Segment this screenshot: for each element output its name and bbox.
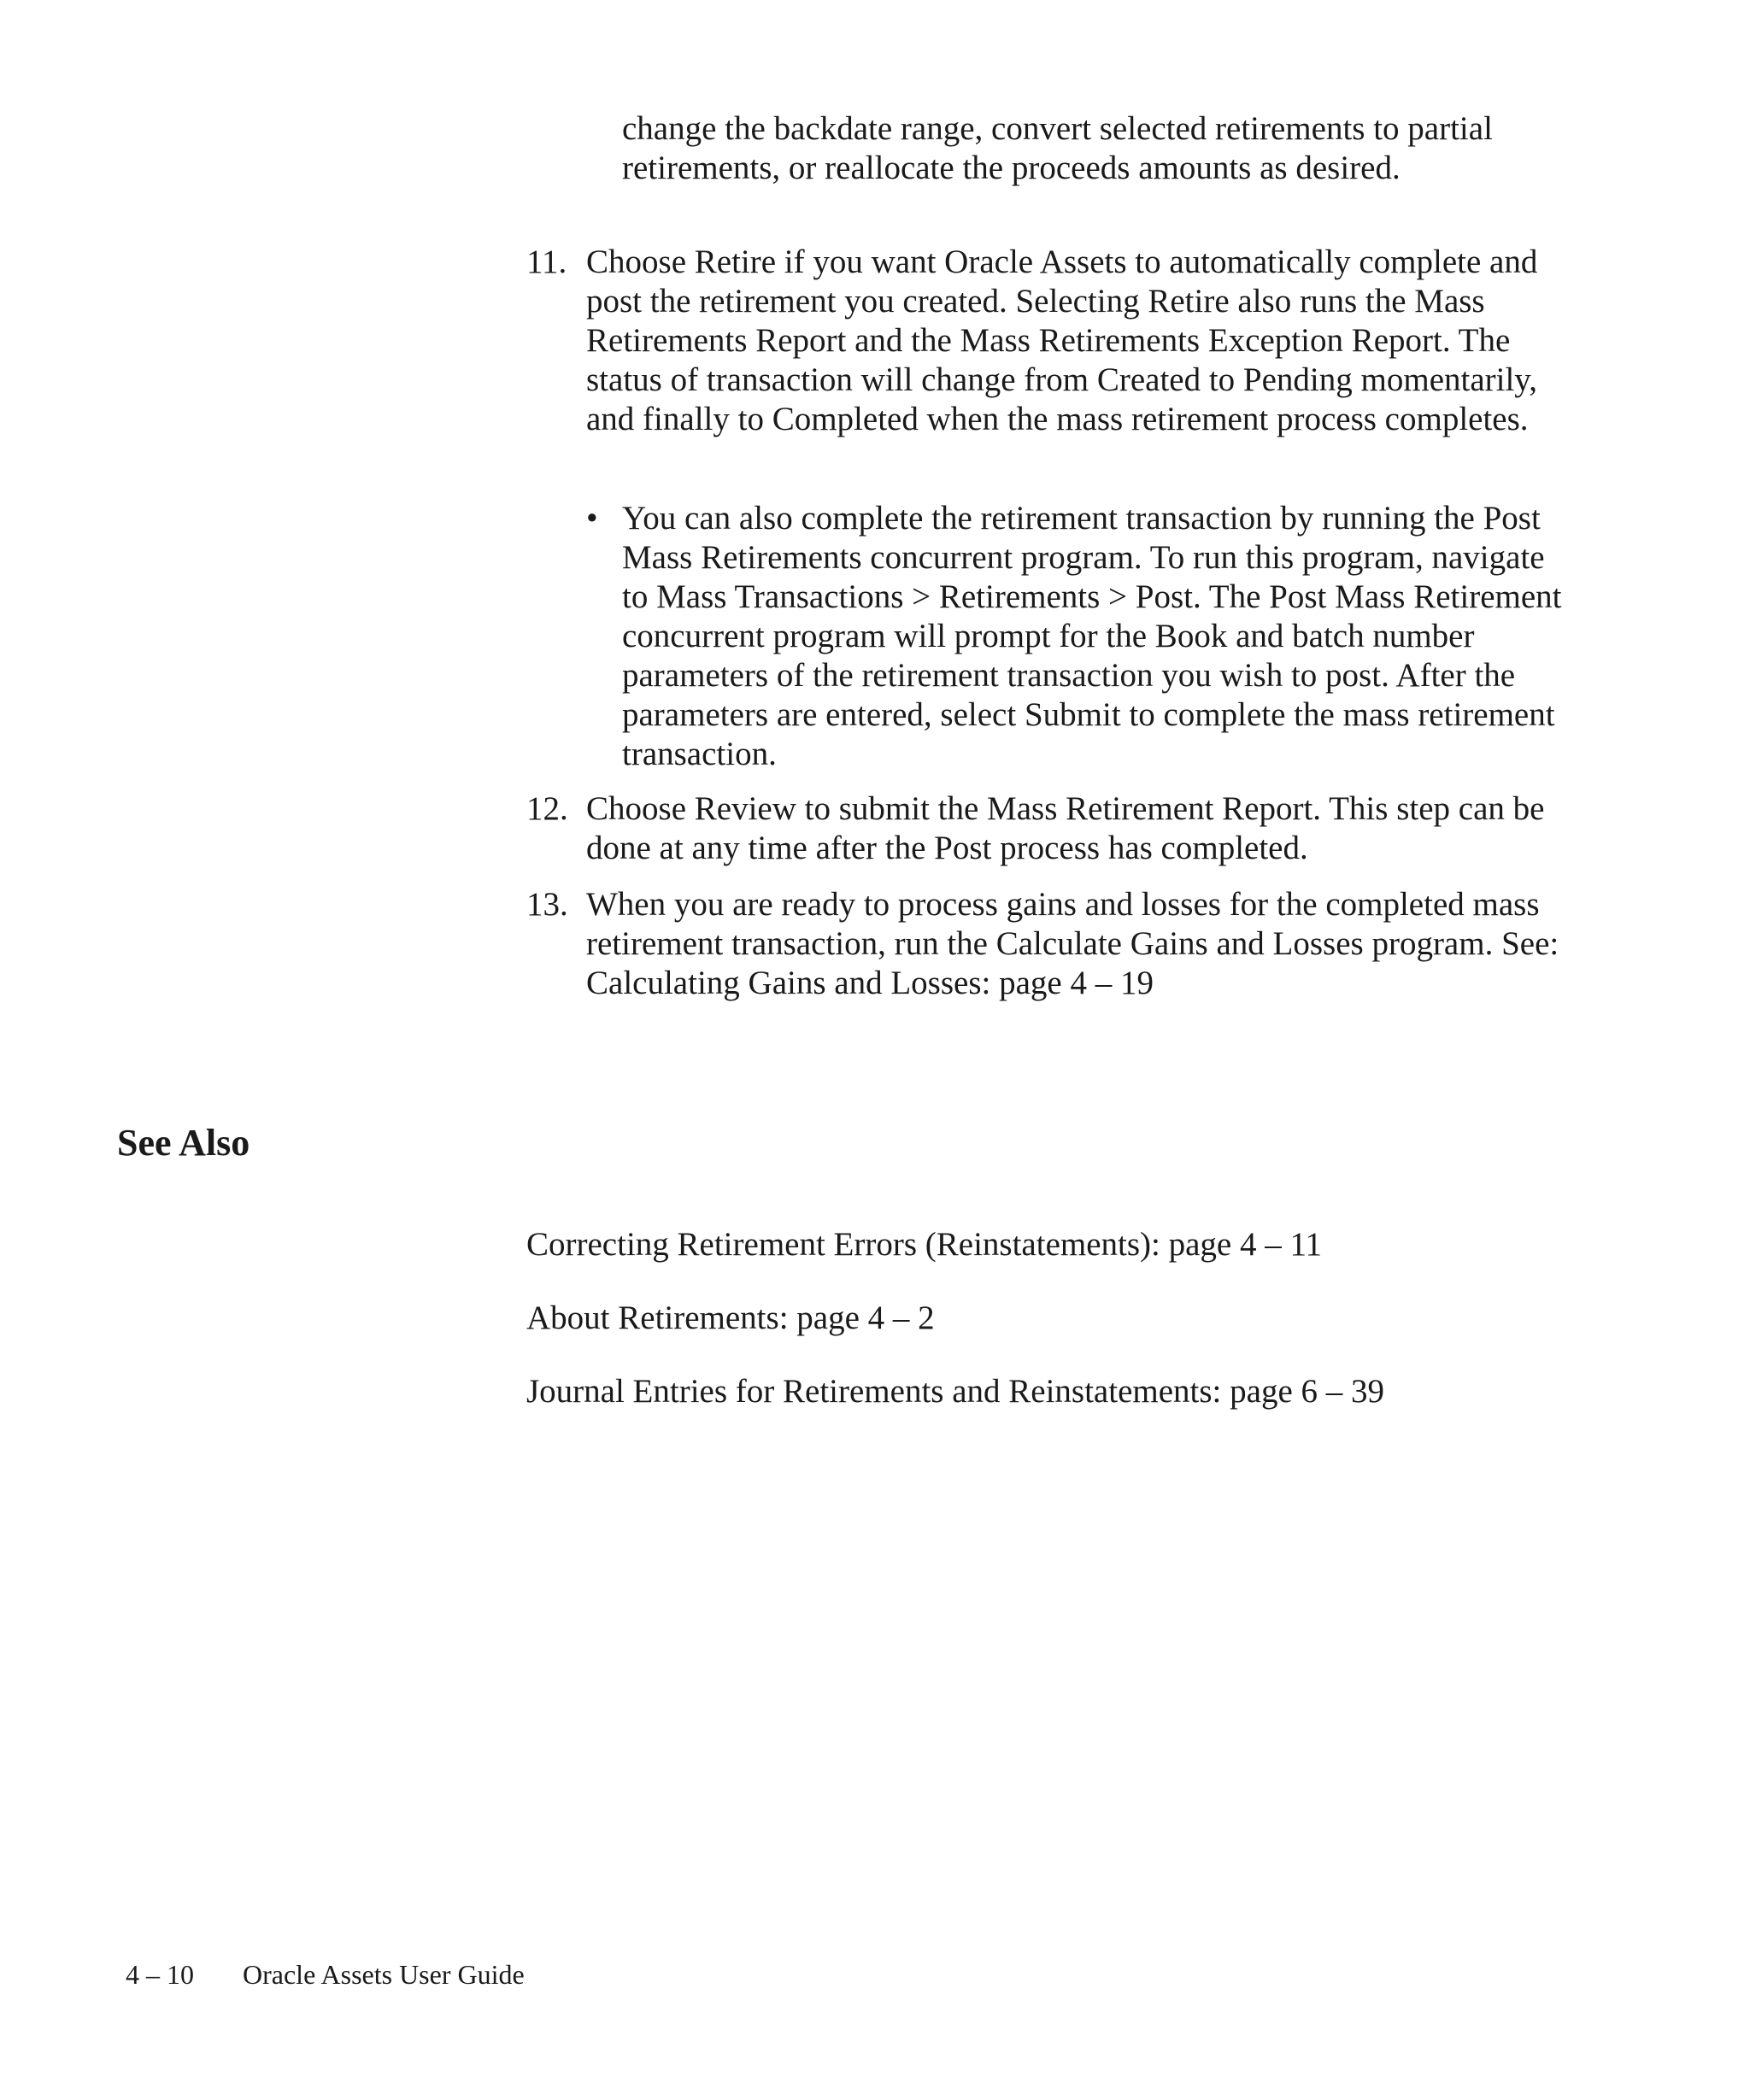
bullet-item <box>586 499 1577 774</box>
footer-page-number: 4 – 10 <box>126 1959 194 1990</box>
step-number: 11. <box>526 243 567 280</box>
step-text: Choose Retire if you want Oracle Assets to automatically complete and post the retirement you created. Selecting Retire also runs the Mass Retirements Report and the Mass Retirements Exception Report. The status of transaction will change from Created to Pending momentarily, and finally to Completed when the mass retirement process completes. <box>586 243 1538 437</box>
bullet-icon: • <box>586 500 598 537</box>
list-item-step-11 <box>526 243 1577 439</box>
see-also-heading: See Also <box>117 1122 250 1164</box>
continuation-paragraph: change the backdate range, convert selected retirements to partial retirements, or reallocate the proceeds amounts as desired. <box>622 110 1493 186</box>
see-also-link-about-retirements[interactable]: About Retirements: page 4 – 2 <box>526 1299 935 1336</box>
step-number: 13. <box>526 886 568 923</box>
step-number: 12. <box>526 790 568 827</box>
see-also-link-journal-entries[interactable]: Journal Entries for Retirements and Reinstatements: page 6 – 39 <box>526 1373 1385 1410</box>
bullet-text: You can also complete the retirement transaction by running the Post Mass Retirements concurrent program. To run this program, navigate to Mass Transactions > Retirements > Post. The Post Mass Retirement concurrent program will prompt for the Book and batch number parameters of the retirement transaction you wish to post. After the parameters are entered, select Submit to complete the mass retirement transaction. <box>622 500 1562 772</box>
see-also-link-correcting-retirement-errors[interactable]: Correcting Retirement Errors (Reinstatements): page 4 – 11 <box>526 1226 1323 1263</box>
list-item-step-12 <box>526 789 1577 868</box>
footer-book-title: Oracle Assets User Guide <box>243 1959 525 1990</box>
step-text: Choose Review to submit the Mass Retirement Report. This step can be done at any time after the Post process has completed. <box>586 790 1545 866</box>
step-text: When you are ready to process gains and losses for the completed mass retirement transaction, run the Calculate Gains and Losses program. See: Calculating Gains and Losses: page 4 – 19 <box>586 886 1559 1001</box>
list-item-step-13 <box>526 885 1577 1003</box>
